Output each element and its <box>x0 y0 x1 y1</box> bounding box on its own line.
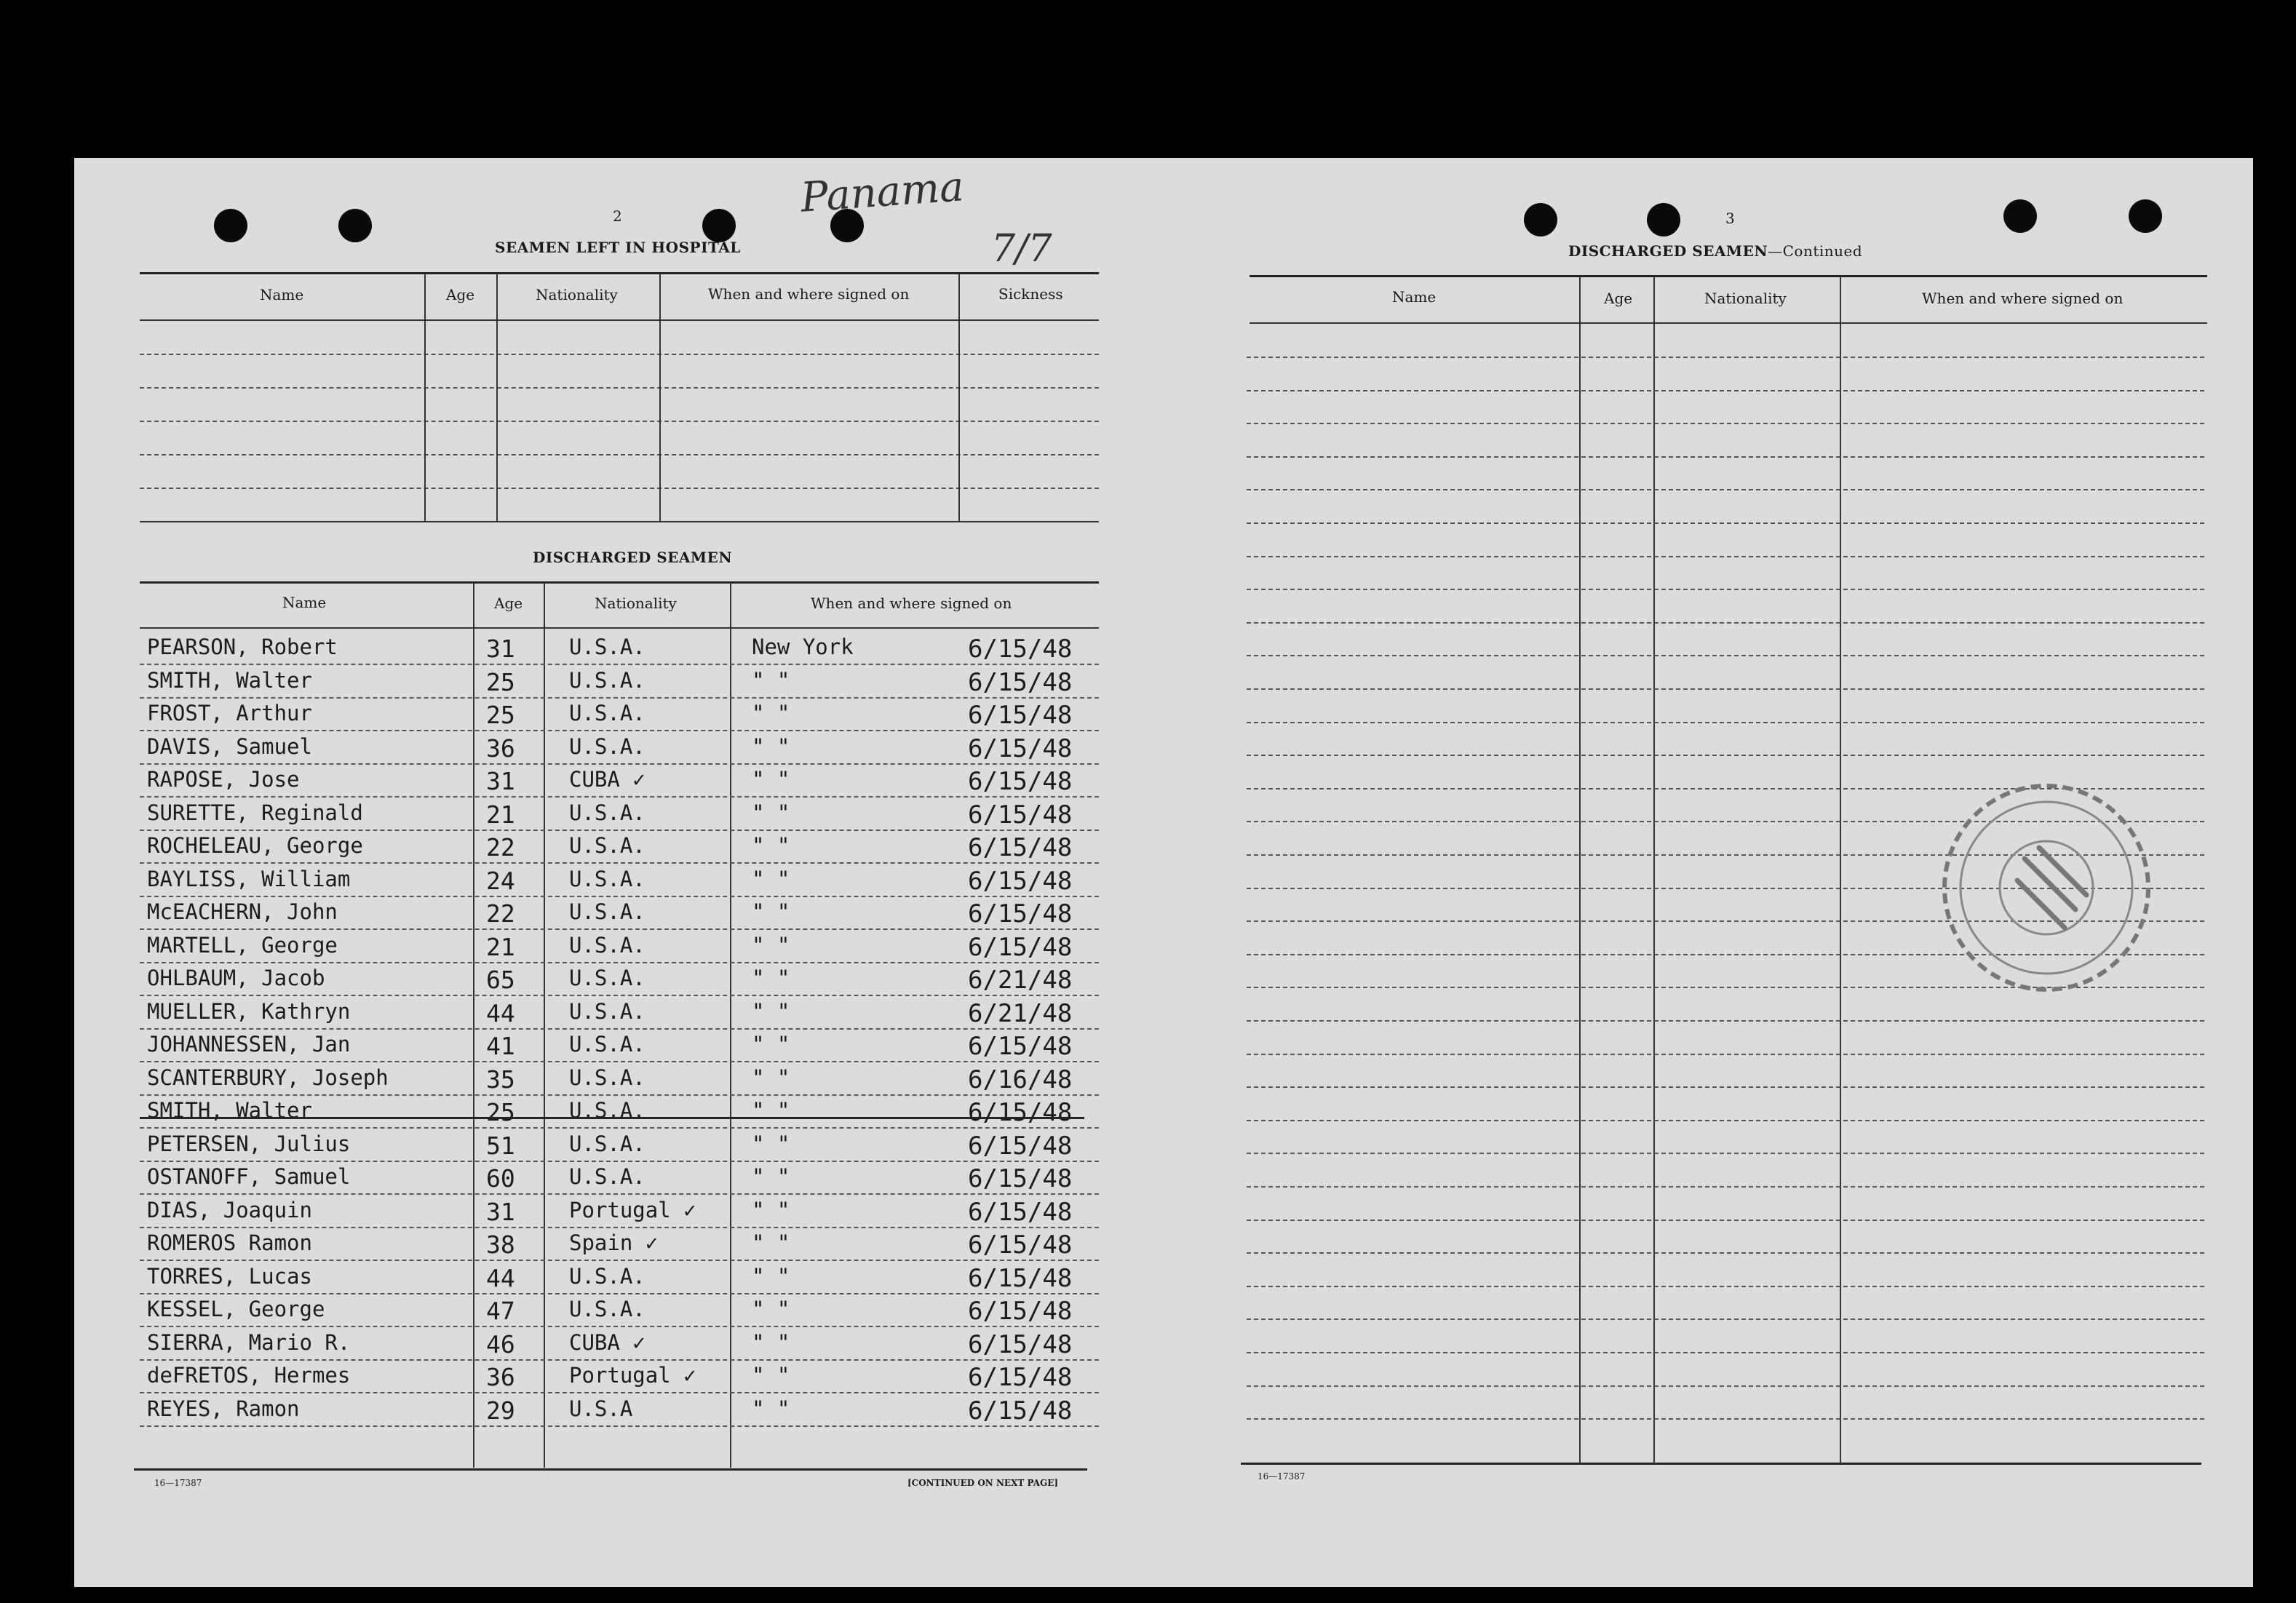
cell-nationality: U.S.A. <box>569 668 645 693</box>
row-rule <box>140 962 1099 963</box>
row-rule <box>140 862 1099 864</box>
row-rule <box>1247 1120 2204 1121</box>
cell-name: SMITH, Walter <box>147 668 312 693</box>
cell-place: " " <box>752 1230 790 1255</box>
table-rule <box>1250 322 2207 324</box>
cell-nationality: U.S.A. <box>569 1032 645 1057</box>
row-rule <box>1247 655 2204 656</box>
column-header-age: Age <box>446 286 475 303</box>
cell-name: SCANTERBURY, Joseph <box>147 1065 389 1090</box>
row-rule <box>1247 589 2204 590</box>
cell-place: " " <box>752 1363 790 1388</box>
cell-name: PEARSON, Robert <box>147 635 338 659</box>
cell-nationality: U.S.A. <box>569 1065 645 1090</box>
row-rule <box>140 1127 1099 1129</box>
column-header-nationality: Nationality <box>1704 290 1787 307</box>
punch-hole <box>1647 203 1680 236</box>
cell-date: 6/15/48 <box>968 1198 1073 1227</box>
cell-nationality: U.S.A. <box>569 1164 645 1189</box>
cell-age: 31 <box>486 767 515 795</box>
row-rule <box>140 1061 1099 1062</box>
cell-age: 44 <box>486 1264 515 1292</box>
cell-place: " " <box>752 1164 790 1189</box>
cell-nationality: CUBA ✓ <box>569 767 645 792</box>
row-rule <box>1247 489 2204 490</box>
cell-date: 6/21/48 <box>968 966 1073 995</box>
cell-date: 6/15/48 <box>968 833 1073 862</box>
cell-name: ROCHELEAU, George <box>147 833 363 858</box>
row-rule <box>1247 1186 2204 1188</box>
cell-nationality: U.S.A. <box>569 1264 645 1289</box>
cell-age: 25 <box>486 668 515 696</box>
row-rule <box>140 896 1099 897</box>
row-rule <box>140 1161 1099 1162</box>
column-header-nationality: Nationality <box>536 286 618 303</box>
page-number: 2 <box>613 207 622 225</box>
continued-note: [CONTINUED ON NEXT PAGE] <box>907 1478 1059 1488</box>
cell-place: " " <box>752 767 790 792</box>
cell-nationality: U.S.A. <box>569 933 645 958</box>
cell-date: 6/15/48 <box>968 635 1073 664</box>
row-rule <box>140 1293 1099 1294</box>
punch-hole <box>702 209 736 242</box>
cell-place: " " <box>752 800 790 825</box>
row-rule <box>1247 1352 2204 1353</box>
row-rule <box>1247 556 2204 557</box>
cell-age: 51 <box>486 1131 515 1160</box>
row-rule <box>1247 622 2204 624</box>
cell-place: " " <box>752 1065 790 1090</box>
cell-date: 6/21/48 <box>968 999 1073 1028</box>
row-rule <box>140 763 1099 765</box>
cell-age: 29 <box>486 1396 515 1425</box>
row-rule <box>1247 423 2204 424</box>
cell-place: " " <box>752 999 790 1024</box>
cell-age: 21 <box>486 933 515 961</box>
cell-name: KESSEL, George <box>147 1297 325 1321</box>
cell-place: " " <box>752 833 790 858</box>
row-rule <box>1247 1020 2204 1022</box>
cell-date: 6/16/48 <box>968 1065 1073 1094</box>
row-rule <box>1247 1252 2204 1254</box>
cell-name: McEACHERN, John <box>147 899 338 924</box>
cell-date: 6/15/48 <box>968 800 1073 830</box>
page-title-suffix: —Continued <box>1768 242 1863 260</box>
punch-hole <box>338 209 372 242</box>
cell-age: 31 <box>486 1198 515 1226</box>
row-rule <box>140 387 1099 389</box>
column-header-age: Age <box>494 594 523 612</box>
cell-age: 44 <box>486 999 515 1027</box>
row-rule <box>140 1260 1099 1261</box>
row-rule <box>1247 1086 2204 1088</box>
row-rule <box>1247 755 2204 756</box>
cell-place: " " <box>752 1098 790 1123</box>
row-rule <box>1247 390 2204 391</box>
row-rule <box>140 1425 1099 1427</box>
column-header-signed-on: When and where signed on <box>708 285 910 303</box>
cell-name: ROMEROS Ramon <box>147 1230 312 1255</box>
cell-nationality: U.S.A. <box>569 833 645 858</box>
cell-name: JOHANNESSEN, Jan <box>147 1032 351 1057</box>
cell-date: 6/15/48 <box>968 734 1073 763</box>
cell-date: 6/15/48 <box>968 1396 1073 1425</box>
cell-age: 35 <box>486 1065 515 1094</box>
cell-nationality: U.S.A. <box>569 701 645 725</box>
cell-nationality: CUBA ✓ <box>569 1330 645 1355</box>
handwritten-note: Panama <box>799 163 966 222</box>
cell-age: 21 <box>486 800 515 829</box>
column-rule <box>659 274 661 522</box>
cell-place: " " <box>752 1396 790 1421</box>
column-rule <box>1653 277 1655 1463</box>
row-rule <box>140 697 1099 699</box>
cell-date: 6/15/48 <box>968 1330 1073 1359</box>
cell-place: " " <box>752 1330 790 1355</box>
column-rule <box>1579 277 1581 1463</box>
strike-through-line <box>140 1117 1084 1119</box>
row-rule <box>1247 688 2204 690</box>
row-rule <box>1247 1418 2204 1420</box>
row-rule <box>140 796 1099 797</box>
row-rule <box>140 1326 1099 1327</box>
table-rule <box>140 581 1099 584</box>
column-header-signed-on: When and where signed on <box>811 594 1012 612</box>
cell-place: " " <box>752 966 790 990</box>
cell-age: 41 <box>486 1032 515 1060</box>
column-header-signed-on: When and where signed on <box>1922 290 2124 307</box>
column-header-sickness: Sickness <box>998 285 1063 303</box>
row-rule <box>140 454 1099 456</box>
cell-name: BAYLISS, William <box>147 867 351 891</box>
cell-name: OSTANOFF, Samuel <box>147 1164 351 1189</box>
row-rule <box>1247 1153 2204 1154</box>
column-header-nationality: Nationality <box>595 594 677 612</box>
punch-hole <box>214 209 247 242</box>
cell-date: 6/15/48 <box>968 1131 1073 1161</box>
cell-nationality: U.S.A. <box>569 867 645 891</box>
cell-nationality: U.S.A. <box>569 999 645 1024</box>
column-rule <box>544 583 545 1468</box>
handwritten-mark: 7/7 <box>991 227 1052 271</box>
row-rule <box>140 354 1099 355</box>
cell-age: 25 <box>486 1098 515 1126</box>
row-rule <box>140 421 1099 422</box>
column-rule <box>958 274 960 522</box>
hospital-section-title: SEAMEN LEFT IN HOSPITAL <box>495 239 741 256</box>
cell-name: deFRETOS, Hermes <box>147 1363 351 1388</box>
cell-age: 65 <box>486 966 515 994</box>
cell-date: 6/15/48 <box>968 767 1073 796</box>
column-header-name: Name <box>282 594 327 611</box>
discharged-section-title: DISCHARGED SEAMEN <box>533 549 733 566</box>
cell-date: 6/15/48 <box>968 867 1073 896</box>
cell-name: SIERRA, Mario R. <box>147 1330 351 1355</box>
cell-place: " " <box>752 867 790 891</box>
table-rule <box>140 627 1099 629</box>
row-rule <box>1247 456 2204 458</box>
table-rule <box>1250 275 2207 277</box>
column-header-age: Age <box>1604 290 1633 307</box>
row-rule <box>1247 357 2204 358</box>
column-header-name: Name <box>1392 288 1437 306</box>
cell-nationality: U.S.A. <box>569 800 645 825</box>
row-rule <box>1247 1385 2204 1387</box>
row-rule <box>1247 1054 2204 1055</box>
cell-place: " " <box>752 1264 790 1289</box>
cell-date: 6/15/48 <box>968 1032 1073 1061</box>
row-rule <box>1247 1286 2204 1287</box>
column-rule <box>730 583 731 1468</box>
cell-age: 31 <box>486 635 515 663</box>
row-rule <box>140 995 1099 996</box>
punch-hole <box>1524 203 1557 236</box>
table-rule <box>140 521 1099 522</box>
row-rule <box>140 488 1099 489</box>
cell-name: TORRES, Lucas <box>147 1264 312 1289</box>
cell-date: 6/15/48 <box>968 1098 1073 1127</box>
cell-name: REYES, Ramon <box>147 1396 300 1421</box>
cell-nationality: Portugal ✓ <box>569 1198 696 1222</box>
cell-age: 25 <box>486 701 515 729</box>
cell-name: RAPOSE, Jose <box>147 767 300 792</box>
cell-age: 47 <box>486 1297 515 1325</box>
cell-age: 36 <box>486 734 515 763</box>
page-number: 3 <box>1725 210 1735 227</box>
row-rule <box>1247 1318 2204 1320</box>
cell-place: " " <box>752 1131 790 1156</box>
cell-date: 6/15/48 <box>968 1230 1073 1260</box>
cell-name: PETERSEN, Julius <box>147 1131 351 1156</box>
row-rule <box>140 1028 1099 1030</box>
page-title-text: DISCHARGED SEAMEN <box>1568 242 1768 260</box>
table-rule <box>140 319 1099 321</box>
row-rule <box>140 664 1099 665</box>
cell-nationality: U.S.A. <box>569 1297 645 1321</box>
cell-nationality: U.S.A. <box>569 635 645 659</box>
cell-nationality: Spain ✓ <box>569 1230 659 1255</box>
cell-date: 6/15/48 <box>968 668 1073 697</box>
table-rule <box>140 272 1099 274</box>
column-rule <box>473 583 474 1468</box>
cell-name: MARTELL, George <box>147 933 338 958</box>
cell-place: " " <box>752 899 790 924</box>
form-number: 16—17387 <box>1258 1471 1306 1481</box>
cell-date: 6/15/48 <box>968 701 1073 730</box>
column-rule <box>1840 277 1841 1463</box>
cell-age: 60 <box>486 1164 515 1193</box>
cell-date: 6/15/48 <box>968 1297 1073 1326</box>
cell-nationality: U.S.A. <box>569 966 645 990</box>
cell-date: 6/15/48 <box>968 1363 1073 1392</box>
cell-age: 24 <box>486 867 515 895</box>
cell-name: DAVIS, Samuel <box>147 734 312 759</box>
cell-age: 46 <box>486 1330 515 1359</box>
column-rule <box>424 274 426 522</box>
cell-name: DIAS, Joaquin <box>147 1198 312 1222</box>
punch-hole <box>2003 199 2037 233</box>
cell-name: SMITH, Walter <box>147 1098 312 1123</box>
cell-nationality: U.S.A. <box>569 1131 645 1156</box>
cell-place: New York <box>752 635 854 659</box>
row-rule <box>140 1392 1099 1393</box>
column-header-name: Name <box>260 286 304 303</box>
cell-date: 6/15/48 <box>968 1164 1073 1193</box>
cell-place: " " <box>752 734 790 759</box>
row-rule <box>140 1227 1099 1228</box>
row-rule <box>140 830 1099 831</box>
row-rule <box>140 1359 1099 1361</box>
cell-name: MUELLER, Kathryn <box>147 999 351 1024</box>
cell-nationality: U.S.A. <box>569 899 645 924</box>
cell-place: " " <box>752 701 790 725</box>
customs-stamp <box>1937 779 2156 997</box>
cell-date: 6/15/48 <box>968 1264 1073 1293</box>
row-rule <box>140 1193 1099 1195</box>
row-rule <box>1247 522 2204 524</box>
row-rule <box>140 730 1099 731</box>
cell-nationality: U.S.A. <box>569 1098 645 1123</box>
document-sheet <box>74 158 2253 1587</box>
column-rule <box>496 274 498 522</box>
cell-place: " " <box>752 1297 790 1321</box>
cell-date: 6/15/48 <box>968 933 1073 962</box>
cell-age: 38 <box>486 1230 515 1259</box>
cell-place: " " <box>752 668 790 693</box>
cell-nationality: U.S.A <box>569 1396 633 1421</box>
cell-place: " " <box>752 1032 790 1057</box>
cell-name: SURETTE, Reginald <box>147 800 363 825</box>
cell-age: 22 <box>486 899 515 928</box>
table-rule <box>134 1468 1087 1471</box>
cell-age: 22 <box>486 833 515 862</box>
punch-hole <box>2129 199 2162 233</box>
cell-nationality: U.S.A. <box>569 734 645 759</box>
page-title <box>1568 242 1862 260</box>
row-rule <box>140 1094 1099 1096</box>
table-rule <box>1241 1463 2201 1465</box>
row-rule <box>1247 722 2204 723</box>
row-rule <box>140 928 1099 930</box>
cell-name: OHLBAUM, Jacob <box>147 966 325 990</box>
form-number: 16—17387 <box>154 1478 202 1488</box>
cell-nationality: Portugal ✓ <box>569 1363 696 1388</box>
cell-age: 36 <box>486 1363 515 1391</box>
cell-date: 6/15/48 <box>968 899 1073 928</box>
cell-name: FROST, Arthur <box>147 701 312 725</box>
cell-place: " " <box>752 1198 790 1222</box>
cell-place: " " <box>752 933 790 958</box>
row-rule <box>1247 1220 2204 1221</box>
